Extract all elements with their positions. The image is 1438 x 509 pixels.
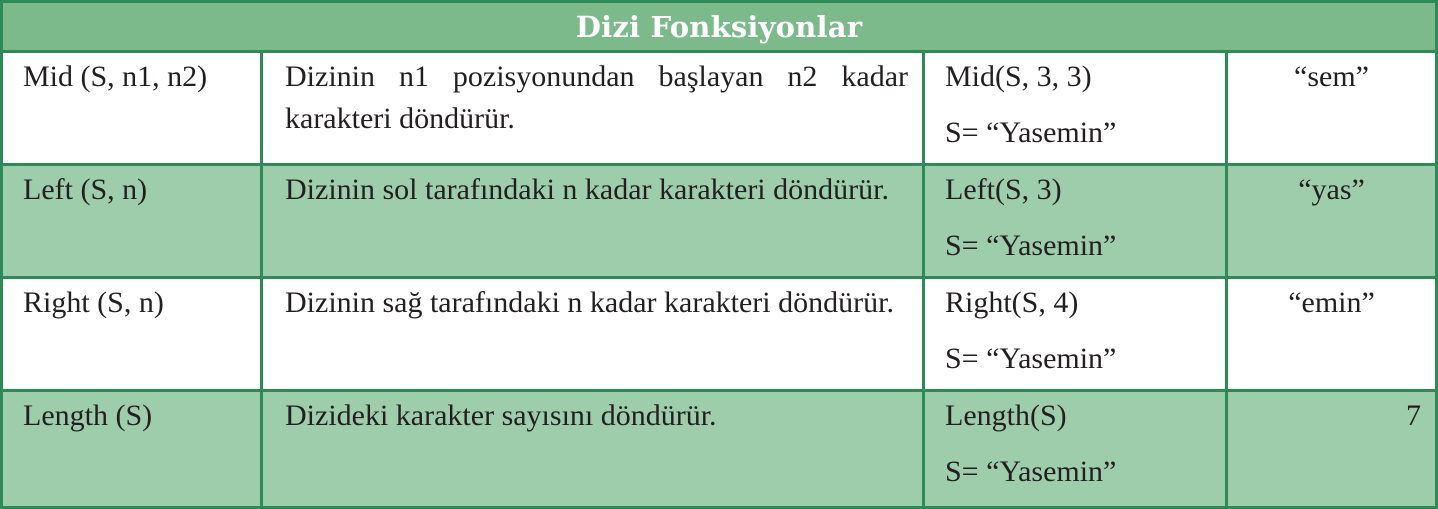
example-cell-right bbox=[925, 279, 1225, 389]
example-call: Right(S, 4) bbox=[945, 286, 1079, 319]
table-grid bbox=[3, 3, 1435, 506]
description-cell-right: Dizinin sağ tarafındaki n kadar karakteri döndürür. bbox=[263, 279, 922, 389]
function-cell-left: Left (S, n) bbox=[3, 166, 260, 276]
example-cell-length bbox=[925, 392, 1225, 506]
description-cell-length: Dizideki karakter sayısını döndürür. bbox=[263, 392, 922, 506]
example-call: Length(S) bbox=[945, 399, 1067, 432]
result-cell-mid: “sem” bbox=[1228, 53, 1435, 163]
example-cell-left bbox=[925, 166, 1225, 276]
result-cell-length: 7 bbox=[1228, 392, 1435, 506]
result-cell-right: “emin” bbox=[1228, 279, 1435, 389]
function-cell-length: Length (S) bbox=[3, 392, 260, 506]
example-value: S= “Yasemin” bbox=[945, 342, 1117, 375]
description-cell-mid: Dizinin n1 pozisyonundan başlayan n2 kadar karakteri döndürür. bbox=[263, 53, 922, 163]
example-call: Left(S, 3) bbox=[945, 173, 1062, 206]
example-value: S= “Yasemin” bbox=[945, 116, 1117, 149]
result-cell-left: “yas” bbox=[1228, 166, 1435, 276]
function-cell-right: Right (S, n) bbox=[3, 279, 260, 389]
function-cell-mid: Mid (S, n1, n2) bbox=[3, 53, 260, 163]
example-cell-mid bbox=[925, 53, 1225, 163]
table-title: Dizi Fonksiyonlar bbox=[3, 3, 1435, 50]
description-cell-left: Dizinin sol tarafındaki n kadar karakteri döndürür. bbox=[263, 166, 922, 276]
example-value: S= “Yasemin” bbox=[945, 229, 1117, 262]
example-value: S= “Yasemin” bbox=[945, 455, 1117, 488]
example-call: Mid(S, 3, 3) bbox=[945, 60, 1092, 93]
